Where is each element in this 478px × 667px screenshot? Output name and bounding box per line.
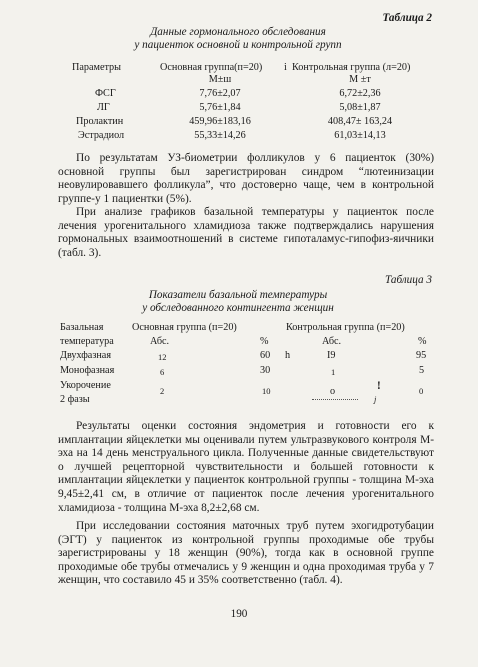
table2-cell-main: 7,76±2,07 [199,88,241,99]
table2-cell-param: ЛГ [97,102,110,113]
table2-header-main-sub: М±ш [208,74,232,85]
paragraph-basal-temperature: При анализе графиков базальной температуры у пациенток после лечения урогенитального хламидиоза также подтверждались нарушения гормональных взаимоотношений в системе гипоталамус-гипофиз-яичники (табл. 3). [58,206,434,259]
table2-cell-control: 61,03±14,13 [334,130,386,141]
table2-cell-control: 408,47± 163,24 [327,116,393,127]
table3-cell-param: Двухфазная [60,350,112,361]
table3-cell-mark2: ! [377,380,381,392]
paragraph-uz-biometry: По результатам УЗ-биометрии фолликулов у 6 пациенток (30%) основной группы был зарегистрирован синдром “лютеинизации неовулировавшего фолликула”, что достоверно чаще, чем в контрольной группе-у 1 пациентки (5%). [58,152,434,205]
table2-title-line1: Данные гормонального обследования [150,26,326,38]
table2-title-line2: у пациенток основной и контрольной групп [134,39,342,51]
table3-cell-abs1: 2 [160,386,165,396]
table2-label: Таблица 2 [382,12,432,24]
table2-cell-main: 459,96±183,16 [189,116,251,127]
table2-header-control: Контрольная группа (л=20) [292,62,411,73]
table3-cell-abs2: о [330,386,336,397]
table3-cell-abs1: 6 [160,367,165,377]
table3-header-abs1: Абс. [150,336,170,347]
paragraph-endometrium: Результаты оценки состояния эндометрия и готовности его к имплантации яйцеклетки мы оценивали путем ультразвукового контроля М-эха на 14 день менструального цикла. Полученные данные свидетельствуют о лучшей рецепторной чувствительности и большей готовности к имплантации яйцеклетки у пациенток контрольной группы - толщина М-эха 9,45±2,41 см, в отличие от пациенток после лечения урогенитального хламидиоза - толщина М-эха 8,2±2,68 см. [58,420,434,514]
table2-cell-main: 5,76±1,84 [199,102,241,113]
table2-header-control-sub: М ±т [349,74,371,85]
table2-header-sep: i [284,62,287,73]
table3-label: Таблица 3 [385,274,432,286]
table3-cell-pct2: 95 [416,350,427,361]
table2-header-param: Параметры [72,62,121,73]
table2-cell-param: Пролактин [76,116,124,127]
table2-cell-control: 5,08±1,87 [339,102,381,113]
table2-cell-control: 6,72±2,36 [339,88,381,99]
table3-header-pct1: % [260,336,269,347]
table3-cell-param-line1: Укорочение [60,380,111,391]
table3-header-control: Контрольная группа (п=20) [286,322,405,333]
table3-cell-param-line2: 2 фазы [60,394,90,405]
page-number: 190 [230,608,248,620]
table3-header-abs2: Абс. [322,336,342,347]
table3-cell-abs2: I9 [327,350,336,361]
table3-cell-pct2: 0 [419,386,424,396]
table3-cell-pct2: 5 [419,365,425,376]
table3-cell-abs1: 12 [158,352,167,362]
table3-cell-pct1: 10 [262,386,271,396]
table2-cell-param: Эстрадиол [78,130,125,141]
table3-title-line2: у обследованного контингента женщин [142,302,334,314]
table3-cell-param: Монофазная [60,365,115,376]
table3-cell-mark3: j [374,394,377,404]
dotted-line [312,399,358,400]
table2-cell-main: 55,33±14,26 [194,130,246,141]
table3-title-line1: Показатели базальной температуры [148,289,328,301]
table3-cell-pct1: 60 [260,350,271,361]
table2-cell-param: ФСГ [95,88,116,99]
table3-header-param-line1: Базальная [60,322,104,333]
table3-cell-abs2: 1 [331,367,336,377]
paragraph-tubes: При исследовании состояния маточных труб путем эхогидротубации (ЭГТ) у пациенток из контрольной группы проходимые обе трубы зарегистрированы у 18 женщин (90%), тогда как в основной группе проходимые обе трубы отмечались у 9 женщин и одна проходимая труба у 7 женщин, что составило 45 и 35% соответственно (табл. 4). [58,520,434,587]
table2-header-main: Основная группа(п=20) [160,62,263,73]
table3-header-main: Основная группа (п=20) [132,322,237,333]
table3-cell-pct1: 30 [260,365,271,376]
table3-header-pct2: % [418,336,427,347]
table3-header-param-line2: температура [60,336,114,347]
table3-cell-mark: h [285,350,291,361]
